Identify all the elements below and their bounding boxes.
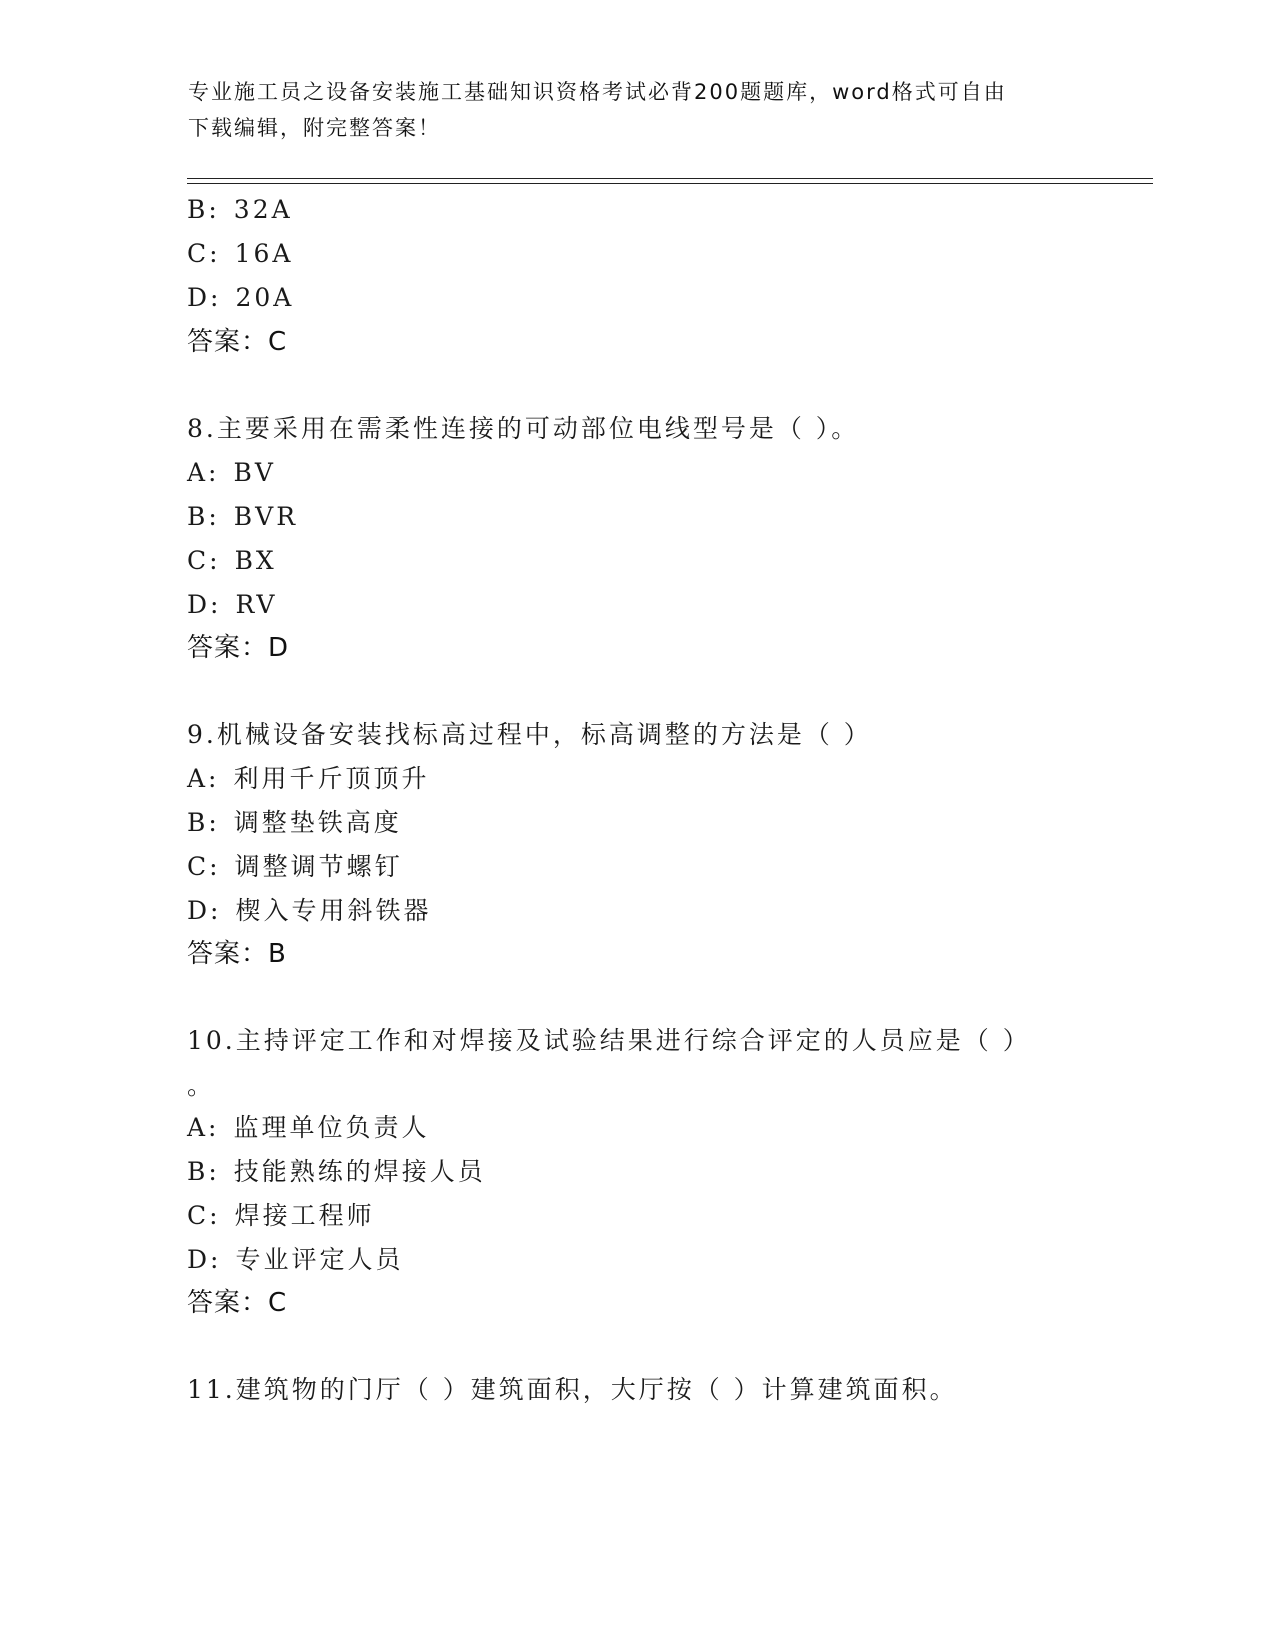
option-text: 调整调节螺钉 <box>234 852 403 881</box>
q9-option-d <box>187 891 431 931</box>
q7-option-d <box>187 278 294 318</box>
q8-answer: 答案：D <box>187 633 290 663</box>
option-text: RV <box>235 590 278 619</box>
option-key: C: <box>187 852 221 881</box>
option-key: D: <box>187 1245 222 1274</box>
q8-option-c <box>187 541 277 581</box>
option-text: 利用千斤顶顶升 <box>233 764 430 793</box>
option-text: 楔入专用斜铁器 <box>235 896 432 925</box>
q7-option-b <box>187 190 293 230</box>
option-key: A: <box>187 764 220 793</box>
q10-question: 10.主持评定工作和对焊接及试验结果进行综合评定的人员应是（ ） <box>187 1026 1031 1055</box>
option-key: B: <box>187 502 220 531</box>
document-header <box>188 74 1068 146</box>
q10-question-continuation: 。 <box>187 1071 216 1100</box>
q10-option-d <box>187 1240 403 1280</box>
q9-option-c <box>187 847 403 887</box>
q9-question: 9.机械设备安装找标高过程中，标高调整的方法是（ ） <box>187 720 872 749</box>
option-key: D: <box>187 283 222 312</box>
option-key: A: <box>187 458 220 487</box>
q7-answer: 答案：C <box>187 327 288 357</box>
option-key: C: <box>187 546 221 575</box>
q10-option-c <box>187 1196 375 1236</box>
q8-question: 8.主要采用在需柔性连接的可动部位电线型号是（ ）。 <box>187 414 860 443</box>
option-text: 焊接工程师 <box>234 1201 375 1230</box>
option-text: 调整垫铁高度 <box>233 808 402 837</box>
q8-option-b <box>187 497 298 537</box>
option-text: BVR <box>233 502 299 531</box>
option-text: BX <box>234 546 277 575</box>
option-text: 专业评定人员 <box>235 1245 404 1274</box>
q10-option-a <box>187 1108 430 1148</box>
option-key: C: <box>187 1201 221 1230</box>
option-text: 技能熟练的焊接人员 <box>233 1157 486 1186</box>
option-key: B: <box>187 1157 220 1186</box>
q8-option-d <box>187 585 277 625</box>
option-key: A: <box>187 1113 220 1142</box>
q10-answer: 答案：C <box>187 1288 288 1318</box>
header-title-line1: 专业施工员之设备安装施工基础知识资格考试必背200题题库，word格式可自由 <box>188 80 1007 104</box>
option-key: B: <box>187 808 220 837</box>
option-text: BV <box>233 458 276 487</box>
q7-option-c <box>187 234 293 274</box>
header-divider-bottom <box>187 183 1153 184</box>
q8-option-a <box>187 453 276 493</box>
header-divider-top <box>187 178 1153 179</box>
option-key: B: <box>187 195 220 224</box>
option-text: 32A <box>233 195 293 224</box>
option-text: 监理单位负责人 <box>233 1113 430 1142</box>
q9-option-b <box>187 803 402 843</box>
header-title-line2: 下载编辑，附完整答案！ <box>188 116 441 140</box>
q9-answer: 答案：B <box>187 939 287 969</box>
q10-option-b <box>187 1152 486 1192</box>
q11-question: 11.建筑物的门厅（ ）建筑面积，大厅按（ ）计算建筑面积。 <box>187 1375 958 1404</box>
option-key: C: <box>187 239 221 268</box>
option-key: D: <box>187 896 222 925</box>
option-key: D: <box>187 590 222 619</box>
option-text: 20A <box>235 283 295 312</box>
option-text: 16A <box>234 239 294 268</box>
q9-option-a <box>187 759 430 799</box>
